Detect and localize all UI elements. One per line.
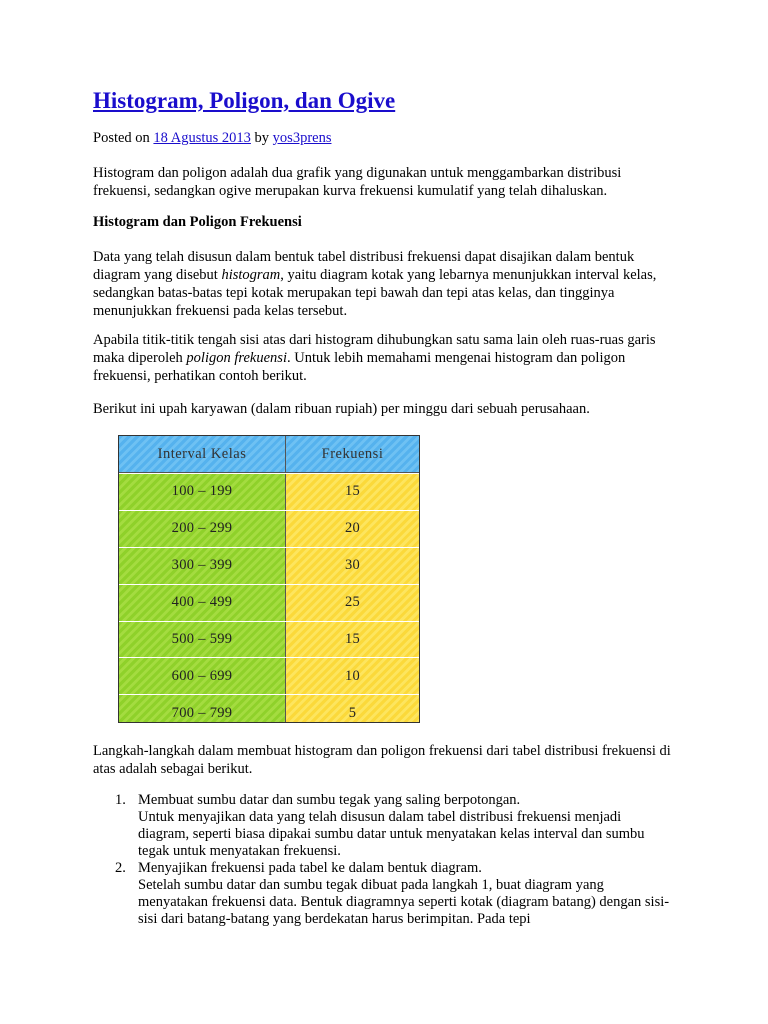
- step-title: Menyajikan frekuensi pada tabel ke dalam bentuk diagram.: [138, 860, 482, 876]
- histogram-paragraph: [93, 248, 673, 320]
- frequency-cell: 10: [286, 658, 419, 694]
- frequency-cell: 20: [286, 511, 419, 547]
- header-interval: Interval Kelas: [119, 436, 286, 472]
- step-number: 1.: [115, 792, 126, 808]
- steps-intro-paragraph: Langkah-langkah dalam membuat histogram dan poligon frekuensi dari tabel distribusi frekuensi di atas adalah sebagai berikut.: [93, 743, 671, 777]
- table-row: [119, 657, 419, 694]
- frequency-cell: 5: [286, 695, 419, 723]
- frequency-table: [118, 435, 420, 723]
- histogram-paragraph-text-a: Data yang telah disusun dalam bentuk tabel distribusi frekuensi dapat disajikan dalam bentuk diagram yang disebut: [93, 249, 635, 283]
- post-meta: [93, 130, 331, 147]
- table-row: [119, 621, 419, 658]
- interval-cell: 200 – 299: [119, 511, 286, 547]
- posted-on-label: Posted on: [93, 130, 150, 146]
- step-number: 2.: [115, 860, 126, 876]
- histogram-term: histogram: [221, 267, 281, 283]
- interval-cell: 700 – 799: [119, 695, 286, 723]
- table-row: [119, 510, 419, 547]
- histogram-paragraph-text-b: , yaitu diagram kotak yang lebarnya menunjukkan interval kelas, sedangkan batas-batas tepi kotak merupakan tepi bawah dan tepi atas kelas, dan tingginya menunjukkan frekuensi pada kelas tersebut.: [93, 267, 657, 319]
- by-label: by: [254, 130, 270, 146]
- table-row: [119, 473, 419, 510]
- step-title: Membuat sumbu datar dan sumbu tegak yang saling berpotongan.: [138, 792, 521, 808]
- table-row: [119, 584, 419, 621]
- step-item: [93, 860, 673, 928]
- post-date-link[interactable]: 18 Agustus 2013: [153, 130, 251, 146]
- frequency-cell: 30: [286, 548, 419, 584]
- interval-cell: 600 – 699: [119, 658, 286, 694]
- table-row: [119, 547, 419, 584]
- frequency-cell: 15: [286, 622, 419, 658]
- interval-cell: 300 – 399: [119, 548, 286, 584]
- step-detail: Setelah sumbu datar dan sumbu tegak dibuat pada langkah 1, buat diagram yang menyatakan frekuensi data. Bentuk diagramnya seperti kotak (diagram batang) dengan sisi-sisi dari batang-batang yang berdekatan harus berimpitan. Pada tepi: [138, 877, 670, 927]
- section-heading: Histogram dan Poligon Frekuensi: [93, 214, 302, 230]
- polygon-paragraph-text-b: . Untuk lebih memahami mengenai histogram dan poligon frekuensi, perhatikan contoh berikut.: [93, 350, 626, 384]
- polygon-term: poligon frekuensi: [186, 350, 287, 366]
- polygon-paragraph: [93, 331, 673, 385]
- intro-paragraph: Histogram dan poligon adalah dua grafik yang digunakan untuk menggambarkan distribusi frekuensi, sedangkan ogive merupakan kurva frekuensi kumulatif yang telah dihaluskan.: [93, 165, 622, 199]
- post-title-link[interactable]: Histogram, Poligon, dan Ogive: [93, 88, 396, 113]
- table-header-row: [119, 436, 419, 473]
- frequency-cell: 15: [286, 474, 419, 510]
- interval-cell: 100 – 199: [119, 474, 286, 510]
- header-frequency: Frekuensi: [286, 436, 419, 472]
- step-detail: Untuk menyajikan data yang telah disusun dalam tabel distribusi frekuensi menjadi diagram, seperti biasa dipakai sumbu datar untuk menyatakan kelas interval dan sumbu tegak untuk menyatakan frekuensi.: [138, 809, 645, 859]
- interval-cell: 500 – 599: [119, 622, 286, 658]
- interval-cell: 400 – 499: [119, 585, 286, 621]
- author-link[interactable]: yos3prens: [272, 130, 332, 146]
- step-item: [93, 792, 673, 860]
- frequency-cell: 25: [286, 585, 419, 621]
- example-intro-paragraph: Berikut ini upah karyawan (dalam ribuan rupiah) per minggu dari sebuah perusahaan.: [93, 401, 590, 417]
- table-row: [119, 694, 419, 723]
- polygon-paragraph-text-a: Apabila titik-titik tengah sisi atas dari histogram dihubungkan satu sama lain oleh ruas-ruas garis maka diperoleh: [93, 332, 656, 366]
- steps-list: [93, 792, 673, 928]
